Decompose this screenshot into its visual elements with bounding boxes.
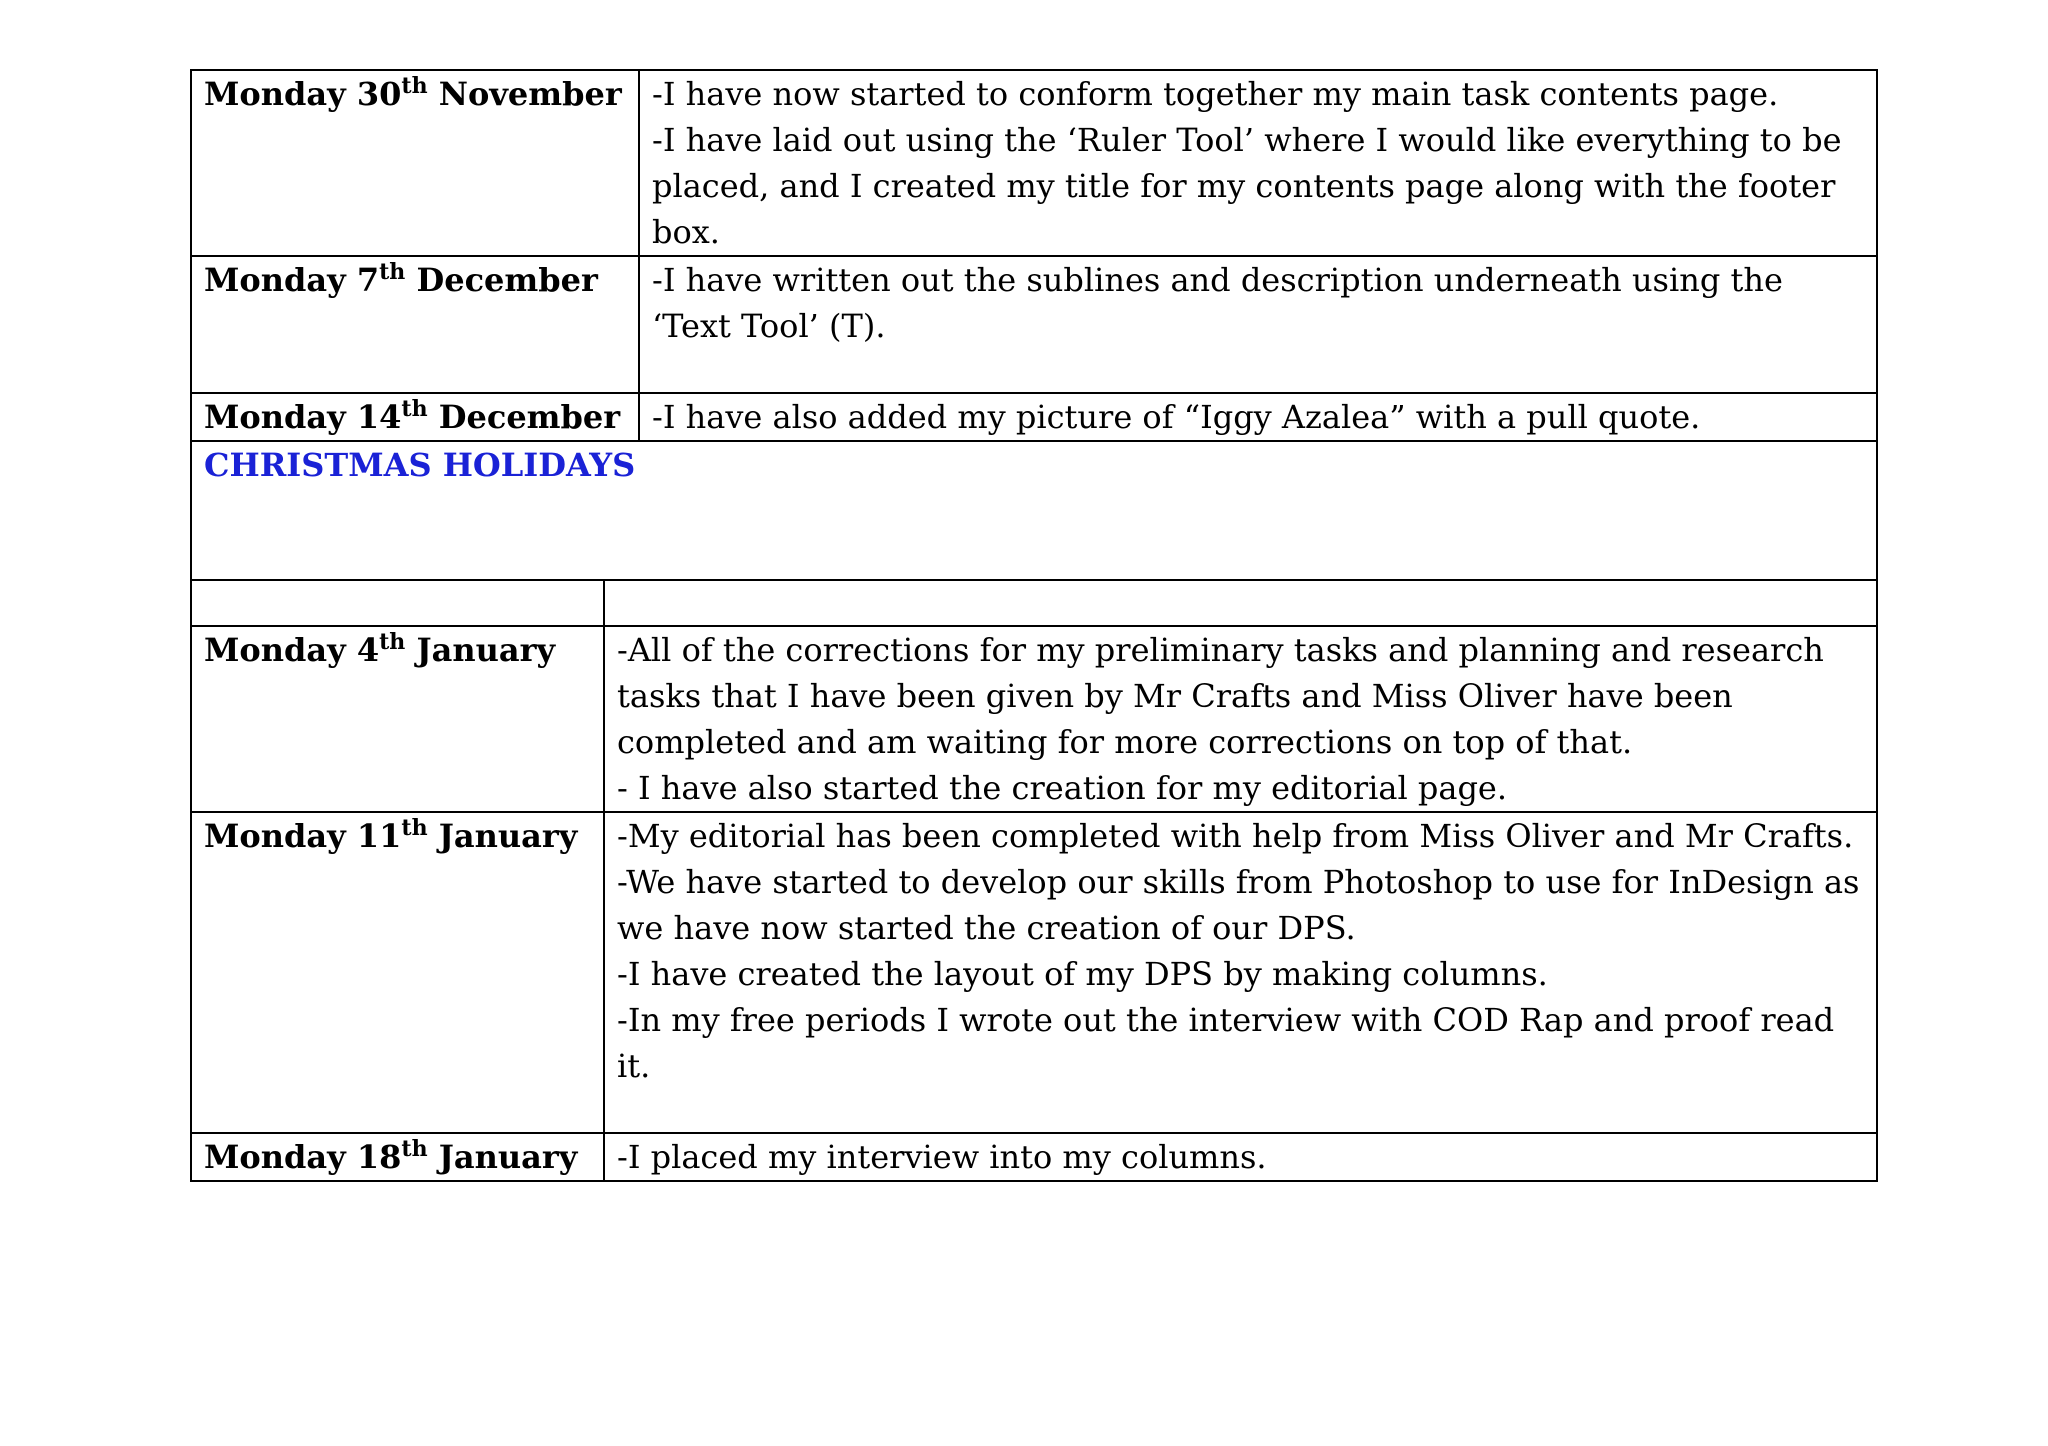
date-suffix: th xyxy=(379,629,406,655)
date-text: Monday 4 xyxy=(204,631,380,669)
entry-cell xyxy=(639,393,1877,441)
empty-cell xyxy=(191,580,604,626)
date-cell xyxy=(191,70,639,256)
entry-cell xyxy=(639,256,1877,393)
holiday-row xyxy=(191,441,1877,580)
table-row xyxy=(191,812,1877,1133)
date-suffix: th xyxy=(401,815,428,841)
date-cell xyxy=(191,626,604,812)
empty-cell xyxy=(604,580,1877,626)
diary-table-december xyxy=(190,69,1878,581)
date-month: January xyxy=(427,817,578,855)
entry-line: -I have now started to conform together my main task contents page. xyxy=(652,75,1779,113)
entry-line: -I have created the layout of my DPS by making columns. xyxy=(617,955,1548,993)
table-row xyxy=(191,256,1877,393)
date-text: Monday 18 xyxy=(204,1138,402,1176)
date-suffix: th xyxy=(401,1136,428,1162)
diary-table-january xyxy=(190,579,1878,1182)
date-cell xyxy=(191,812,604,1133)
date-text: Monday 14 xyxy=(204,398,402,436)
date-text: Monday 30 xyxy=(204,75,402,113)
table-row xyxy=(191,70,1877,256)
empty-row xyxy=(191,580,1877,626)
date-month: January xyxy=(427,1138,578,1176)
date-month: December xyxy=(427,398,621,436)
entry-line: -I have written out the sublines and description underneath using the ‘Text Tool’ (T). xyxy=(652,261,1783,345)
entry-line: -In my free periods I wrote out the interview with COD Rap and proof read it. xyxy=(617,1001,1835,1085)
date-cell xyxy=(191,256,639,393)
entry-line: -We have started to develop our skills from Photoshop to use for InDesign as we have now started the creation of our DPS. xyxy=(617,863,1860,947)
date-suffix: th xyxy=(379,259,406,285)
holiday-label: CHRISTMAS HOLIDAYS xyxy=(191,441,1877,580)
entry-line: -I placed my interview into my columns. xyxy=(617,1138,1267,1176)
entry-line: -I have also added my picture of “Iggy Azalea” with a pull quote. xyxy=(652,398,1701,436)
date-text: Monday 11 xyxy=(204,817,402,855)
date-month: January xyxy=(405,631,556,669)
entry-line: - I have also started the creation for my editorial page. xyxy=(617,769,1508,807)
date-suffix: th xyxy=(401,73,428,99)
entry-cell xyxy=(604,812,1877,1133)
entry-line: -All of the corrections for my preliminary tasks and planning and research tasks that I have been given by Mr Crafts and Miss Oliver have been completed and am waiting for more corrections on top of that. xyxy=(617,631,1824,761)
entry-cell xyxy=(604,626,1877,812)
table-row xyxy=(191,393,1877,441)
date-text: Monday 7 xyxy=(204,261,380,299)
diary-document xyxy=(190,69,1876,1182)
date-cell xyxy=(191,1133,604,1181)
entry-cell xyxy=(639,70,1877,256)
date-cell xyxy=(191,393,639,441)
table-row xyxy=(191,626,1877,812)
entry-cell xyxy=(604,1133,1877,1181)
entry-line: -My editorial has been completed with help from Miss Oliver and Mr Crafts. xyxy=(617,817,1854,855)
entry-line: -I have laid out using the ‘Ruler Tool’ where I would like everything to be placed, and I created my title for my contents page along with the footer box. xyxy=(652,121,1842,251)
date-month: December xyxy=(405,261,598,299)
date-suffix: th xyxy=(401,396,428,422)
table-row xyxy=(191,1133,1877,1181)
date-month: November xyxy=(427,75,622,113)
